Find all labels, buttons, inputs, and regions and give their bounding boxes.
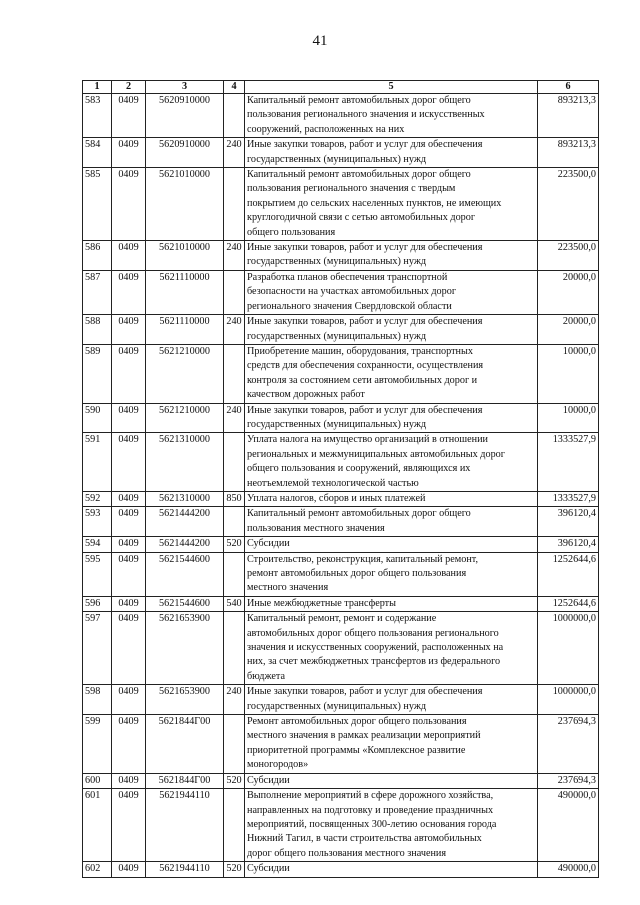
table-header-row [83, 81, 599, 94]
table-row [83, 94, 599, 138]
amount: 893213,3 [538, 94, 599, 138]
amount: 20000,0 [538, 315, 599, 345]
item-name: Ремонт автомобильных дорог общего пользования местного значения в рамках реализации мероприятий приоритетной программы «Комплексное развитие моногородов» [245, 715, 538, 774]
section-code: 0409 [112, 685, 146, 715]
row-number: 596 [83, 596, 112, 611]
target-article-code: 5621010000 [146, 241, 224, 271]
header-col-4: 4 [224, 81, 245, 94]
target-article-code: 5621844Г00 [146, 715, 224, 774]
expense-type-code [224, 507, 245, 537]
table-body [83, 94, 599, 878]
table-row [83, 537, 599, 552]
item-name: Иные закупки товаров, работ и услуг для обеспечения государственных (муниципальных) нужд [245, 241, 538, 271]
expense-type-code: 240 [224, 138, 245, 168]
section-code: 0409 [112, 507, 146, 537]
item-name: Строительство, реконструкция, капитальный ремонт, ремонт автомобильных дорог общего пользования местного значения [245, 552, 538, 596]
row-number: 600 [83, 773, 112, 788]
header-col-6: 6 [538, 81, 599, 94]
table-row [83, 612, 599, 685]
row-number: 585 [83, 168, 112, 241]
expense-type-code [224, 612, 245, 685]
section-code: 0409 [112, 403, 146, 433]
item-name: Капитальный ремонт, ремонт и содержание автомобильных дорог общего пользования регионального значения и искусственных сооружений, расположенных на них, за счет межбюджетных трансфертов из федерального бюджета [245, 612, 538, 685]
item-name: Иные закупки товаров, работ и услуг для обеспечения государственных (муниципальных) нужд [245, 685, 538, 715]
expense-type-code: 520 [224, 537, 245, 552]
target-article-code: 5621544600 [146, 596, 224, 611]
amount: 396120,4 [538, 507, 599, 537]
section-code: 0409 [112, 773, 146, 788]
section-code: 0409 [112, 537, 146, 552]
target-article-code: 5621210000 [146, 403, 224, 433]
target-article-code: 5621653900 [146, 685, 224, 715]
table-row [83, 862, 599, 877]
row-number: 595 [83, 552, 112, 596]
item-name: Уплата налога на имущество организаций в отношении региональных и межмуниципальных автомобильных дорог общего пользования и сооружений, являющихся их неотъемлемой технологической частью [245, 433, 538, 492]
header-col-1: 1 [83, 81, 112, 94]
table-row [83, 315, 599, 345]
expense-type-code: 520 [224, 773, 245, 788]
target-article-code: 5621844Г00 [146, 773, 224, 788]
table-row [83, 507, 599, 537]
row-number: 592 [83, 491, 112, 506]
amount: 1252644,6 [538, 552, 599, 596]
table-row [83, 773, 599, 788]
table-row [83, 433, 599, 492]
page-number: 41 [312, 33, 328, 49]
section-code: 0409 [112, 433, 146, 492]
target-article-code: 5621210000 [146, 344, 224, 403]
item-name: Иные закупки товаров, работ и услуг для обеспечения государственных (муниципальных) нужд [245, 403, 538, 433]
header-col-2: 2 [112, 81, 146, 94]
table-row [83, 685, 599, 715]
target-article-code: 5620910000 [146, 94, 224, 138]
section-code: 0409 [112, 596, 146, 611]
section-code: 0409 [112, 789, 146, 862]
table-row [83, 596, 599, 611]
target-article-code: 5621944110 [146, 862, 224, 877]
expense-type-code [224, 552, 245, 596]
amount: 10000,0 [538, 344, 599, 403]
target-article-code: 5621310000 [146, 433, 224, 492]
section-code: 0409 [112, 715, 146, 774]
section-code: 0409 [112, 491, 146, 506]
budget-table [82, 80, 599, 878]
item-name: Выполнение мероприятий в сфере дорожного хозяйства, направленных на подготовку и проведение праздничных мероприятий, посвященных 300-летию основания города Нижний Тагил, в части строительства автомобильных дорог общего пользования местного значения [245, 789, 538, 862]
item-name: Капитальный ремонт автомобильных дорог общего пользования регионального значения и искусственных сооружений, расположенных на них [245, 94, 538, 138]
item-name: Капитальный ремонт автомобильных дорог общего пользования местного значения [245, 507, 538, 537]
expense-type-code [224, 715, 245, 774]
expense-type-code: 540 [224, 596, 245, 611]
row-number: 598 [83, 685, 112, 715]
expense-type-code: 240 [224, 685, 245, 715]
table-row [83, 491, 599, 506]
table-row [83, 168, 599, 241]
section-code: 0409 [112, 94, 146, 138]
section-code: 0409 [112, 344, 146, 403]
item-name: Приобретение машин, оборудования, транспортных средств для обеспечения сохранности, осуществления контроля за состоянием сети автомобильных дорог и качеством дорожных работ [245, 344, 538, 403]
section-code: 0409 [112, 552, 146, 596]
expense-type-code [224, 168, 245, 241]
expense-type-code [224, 270, 245, 314]
target-article-code: 5621444200 [146, 537, 224, 552]
target-article-code: 5621653900 [146, 612, 224, 685]
amount: 1000000,0 [538, 685, 599, 715]
amount: 893213,3 [538, 138, 599, 168]
target-article-code: 5620910000 [146, 138, 224, 168]
section-code: 0409 [112, 241, 146, 271]
amount: 10000,0 [538, 403, 599, 433]
item-name: Субсидии [245, 537, 538, 552]
item-name: Иные межбюджетные трансферты [245, 596, 538, 611]
table-row [83, 789, 599, 862]
item-name: Субсидии [245, 862, 538, 877]
table-row [83, 715, 599, 774]
item-name: Иные закупки товаров, работ и услуг для обеспечения государственных (муниципальных) нужд [245, 138, 538, 168]
row-number: 589 [83, 344, 112, 403]
target-article-code: 5621010000 [146, 168, 224, 241]
table-row [83, 241, 599, 271]
section-code: 0409 [112, 315, 146, 345]
expense-type-code: 240 [224, 315, 245, 345]
row-number: 587 [83, 270, 112, 314]
amount: 1333527,9 [538, 433, 599, 492]
expense-type-code [224, 344, 245, 403]
expense-type-code [224, 94, 245, 138]
amount: 20000,0 [538, 270, 599, 314]
row-number: 594 [83, 537, 112, 552]
section-code: 0409 [112, 862, 146, 877]
expense-type-code: 520 [224, 862, 245, 877]
target-article-code: 5621310000 [146, 491, 224, 506]
section-code: 0409 [112, 270, 146, 314]
amount: 223500,0 [538, 168, 599, 241]
expense-type-code: 850 [224, 491, 245, 506]
item-name: Разработка планов обеспечения транспортной безопасности на участках автомобильных дорог регионального значения Свердловской области [245, 270, 538, 314]
header-col-5: 5 [245, 81, 538, 94]
row-number: 593 [83, 507, 112, 537]
expense-type-code [224, 789, 245, 862]
target-article-code: 5621444200 [146, 507, 224, 537]
target-article-code: 5621944110 [146, 789, 224, 862]
row-number: 586 [83, 241, 112, 271]
item-name: Уплата налогов, сборов и иных платежей [245, 491, 538, 506]
target-article-code: 5621110000 [146, 315, 224, 345]
amount: 490000,0 [538, 862, 599, 877]
row-number: 590 [83, 403, 112, 433]
table-row [83, 552, 599, 596]
target-article-code: 5621544600 [146, 552, 224, 596]
section-code: 0409 [112, 612, 146, 685]
target-article-code: 5621110000 [146, 270, 224, 314]
table-row [83, 403, 599, 433]
row-number: 583 [83, 94, 112, 138]
expense-type-code: 240 [224, 403, 245, 433]
section-code: 0409 [112, 138, 146, 168]
amount: 237694,3 [538, 715, 599, 774]
table-row [83, 344, 599, 403]
amount: 223500,0 [538, 241, 599, 271]
table-row [83, 138, 599, 168]
row-number: 601 [83, 789, 112, 862]
amount: 237694,3 [538, 773, 599, 788]
section-code: 0409 [112, 168, 146, 241]
amount: 396120,4 [538, 537, 599, 552]
amount: 490000,0 [538, 789, 599, 862]
header-col-3: 3 [146, 81, 224, 94]
row-number: 597 [83, 612, 112, 685]
item-name: Капитальный ремонт автомобильных дорог общего пользования регионального значения с твердым покрытием до сельских населенных пунктов, не имеющих круглогодичной связи с сетью автомобильных дорог общего пользования [245, 168, 538, 241]
row-number: 599 [83, 715, 112, 774]
row-number: 584 [83, 138, 112, 168]
amount: 1252644,6 [538, 596, 599, 611]
item-name: Иные закупки товаров, работ и услуг для обеспечения государственных (муниципальных) нужд [245, 315, 538, 345]
amount: 1333527,9 [538, 491, 599, 506]
row-number: 588 [83, 315, 112, 345]
amount: 1000000,0 [538, 612, 599, 685]
expense-type-code [224, 433, 245, 492]
row-number: 602 [83, 862, 112, 877]
table-row [83, 270, 599, 314]
expense-type-code: 240 [224, 241, 245, 271]
item-name: Субсидии [245, 773, 538, 788]
row-number: 591 [83, 433, 112, 492]
